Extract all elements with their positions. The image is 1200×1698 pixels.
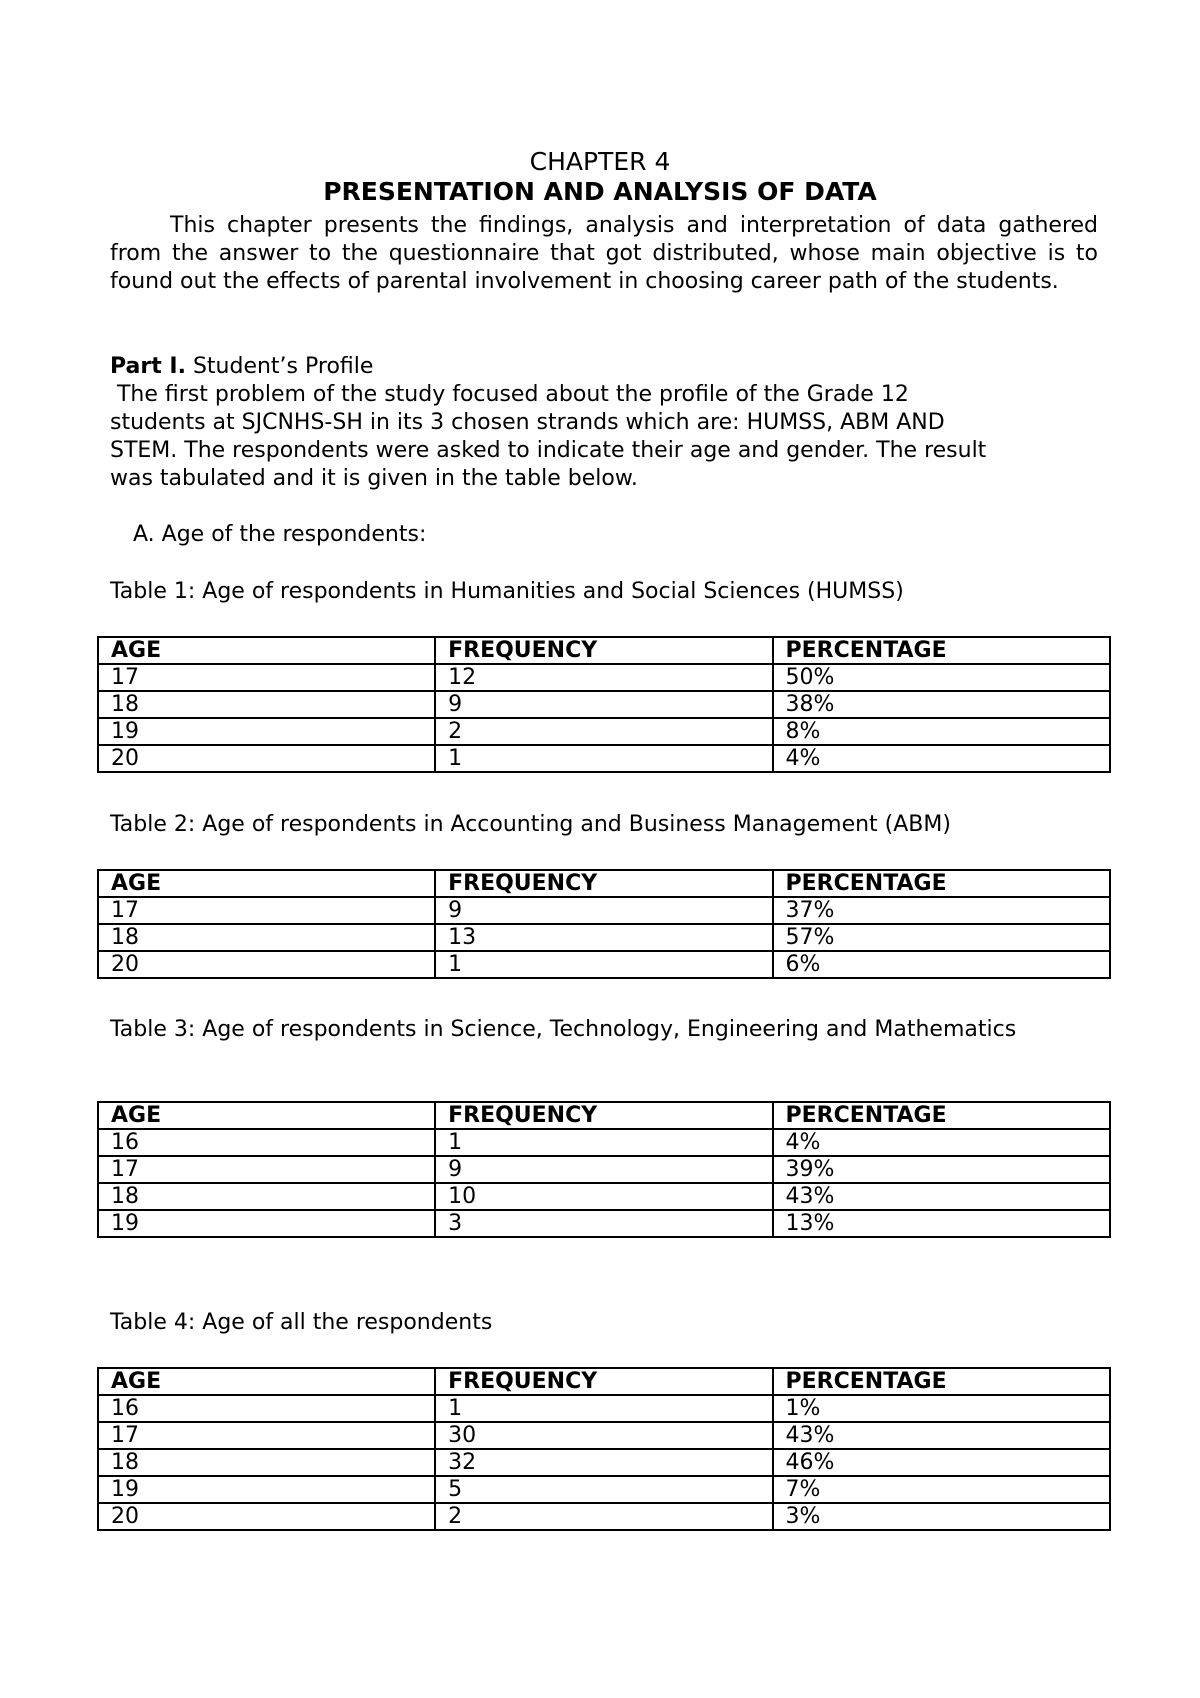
header-percentage: PERCENTAGE xyxy=(773,1368,1110,1395)
table-row xyxy=(98,1395,1110,1422)
table-row xyxy=(98,1129,1110,1156)
cell-frequency: 9 xyxy=(435,897,772,924)
cell-frequency: 2 xyxy=(435,718,772,745)
cell-frequency: 1 xyxy=(435,745,772,772)
table-row xyxy=(98,1210,1110,1237)
table-row xyxy=(98,718,1110,745)
cell-percentage: 13% xyxy=(773,1210,1110,1237)
cell-percentage: 8% xyxy=(773,718,1110,745)
cell-frequency: 9 xyxy=(435,691,772,718)
cell-age: 18 xyxy=(98,691,435,718)
table-header-row xyxy=(98,1102,1110,1129)
part1-heading xyxy=(110,353,1098,381)
table-3 xyxy=(97,1101,1111,1238)
header-percentage: PERCENTAGE xyxy=(773,870,1110,897)
table-3-caption: Table 3: Age of respondents in Science, Technology, Engineering and Mathematics xyxy=(110,1017,1017,1042)
header-age: AGE xyxy=(98,1102,435,1129)
cell-age: 17 xyxy=(98,897,435,924)
cell-age: 20 xyxy=(98,745,435,772)
part1-body-line: students at SJCNHS-SH in its 3 chosen strands which are: HUMSS, ABM AND xyxy=(110,410,945,435)
table-row xyxy=(98,1503,1110,1530)
header-frequency: FREQUENCY xyxy=(435,870,772,897)
table-4-caption: Table 4: Age of all the respondents xyxy=(110,1310,493,1335)
table-row xyxy=(98,745,1110,772)
table-2-caption: Table 2: Age of respondents in Accounting and Business Management (ABM) xyxy=(110,812,951,837)
table-row xyxy=(98,951,1110,978)
part1-subheading: A. Age of the respondents: xyxy=(133,522,427,547)
header-frequency: FREQUENCY xyxy=(435,1102,772,1129)
cell-frequency: 3 xyxy=(435,1210,772,1237)
cell-percentage: 7% xyxy=(773,1476,1110,1503)
table-row xyxy=(98,1449,1110,1476)
cell-frequency: 32 xyxy=(435,1449,772,1476)
table-4 xyxy=(97,1367,1111,1531)
part1-body-line: was tabulated and it is given in the table below. xyxy=(110,466,638,491)
table-row xyxy=(98,1422,1110,1449)
table-header-row xyxy=(98,1368,1110,1395)
cell-age: 18 xyxy=(98,1449,435,1476)
cell-age: 20 xyxy=(98,951,435,978)
cell-percentage: 6% xyxy=(773,951,1110,978)
cell-frequency: 13 xyxy=(435,924,772,951)
cell-frequency: 12 xyxy=(435,664,772,691)
cell-age: 17 xyxy=(98,1156,435,1183)
table-header-row xyxy=(98,870,1110,897)
chapter-title: PRESENTATION AND ANALYSIS OF DATA xyxy=(323,177,877,206)
table-row xyxy=(98,924,1110,951)
cell-frequency: 2 xyxy=(435,1503,772,1530)
cell-percentage: 50% xyxy=(773,664,1110,691)
cell-frequency: 10 xyxy=(435,1183,772,1210)
table-1 xyxy=(97,636,1111,773)
table-header-row xyxy=(98,637,1110,664)
header-percentage: PERCENTAGE xyxy=(773,637,1110,664)
chapter-number: CHAPTER 4 xyxy=(529,147,671,176)
part1-body-line: STEM. The respondents were asked to indicate their age and gender. The result xyxy=(110,438,987,463)
cell-age: 19 xyxy=(98,1210,435,1237)
table-row xyxy=(98,897,1110,924)
part1-body-line: The first problem of the study focused about the profile of the Grade 12 xyxy=(110,382,909,407)
cell-age: 17 xyxy=(98,664,435,691)
cell-frequency: 30 xyxy=(435,1422,772,1449)
header-age: AGE xyxy=(98,870,435,897)
header-age: AGE xyxy=(98,1368,435,1395)
cell-age: 20 xyxy=(98,1503,435,1530)
cell-age: 19 xyxy=(98,1476,435,1503)
cell-percentage: 43% xyxy=(773,1422,1110,1449)
cell-age: 19 xyxy=(98,718,435,745)
cell-percentage: 37% xyxy=(773,897,1110,924)
header-percentage: PERCENTAGE xyxy=(773,1102,1110,1129)
table-row xyxy=(98,1156,1110,1183)
cell-percentage: 43% xyxy=(773,1183,1110,1210)
table-row xyxy=(98,1183,1110,1210)
cell-age: 17 xyxy=(98,1422,435,1449)
cell-frequency: 1 xyxy=(435,1395,772,1422)
cell-age: 18 xyxy=(98,1183,435,1210)
header-age: AGE xyxy=(98,637,435,664)
cell-percentage: 38% xyxy=(773,691,1110,718)
intro-paragraph: This chapter presents the findings, analysis and interpretation of data gathered from the answer to the questionnaire that got distributed, whose main objective is to found out the effects of parental involvement in choosing career path of the students. xyxy=(110,213,1098,294)
table-row xyxy=(98,1476,1110,1503)
part1-title: Student’s Profile xyxy=(185,354,374,379)
cell-age: 16 xyxy=(98,1395,435,1422)
cell-frequency: 1 xyxy=(435,951,772,978)
cell-percentage: 4% xyxy=(773,1129,1110,1156)
part1-label: Part I. xyxy=(110,354,186,379)
table-1-caption: Table 1: Age of respondents in Humanities and Social Sciences (HUMSS) xyxy=(110,579,904,604)
table-row xyxy=(98,691,1110,718)
cell-frequency: 5 xyxy=(435,1476,772,1503)
cell-frequency: 1 xyxy=(435,1129,772,1156)
cell-frequency: 9 xyxy=(435,1156,772,1183)
cell-percentage: 46% xyxy=(773,1449,1110,1476)
header-frequency: FREQUENCY xyxy=(435,637,772,664)
cell-percentage: 3% xyxy=(773,1503,1110,1530)
cell-percentage: 57% xyxy=(773,924,1110,951)
cell-percentage: 4% xyxy=(773,745,1110,772)
cell-percentage: 1% xyxy=(773,1395,1110,1422)
cell-percentage: 39% xyxy=(773,1156,1110,1183)
header-frequency: FREQUENCY xyxy=(435,1368,772,1395)
cell-age: 16 xyxy=(98,1129,435,1156)
cell-age: 18 xyxy=(98,924,435,951)
table-row xyxy=(98,664,1110,691)
part1-body xyxy=(110,381,1098,493)
table-2 xyxy=(97,869,1111,979)
